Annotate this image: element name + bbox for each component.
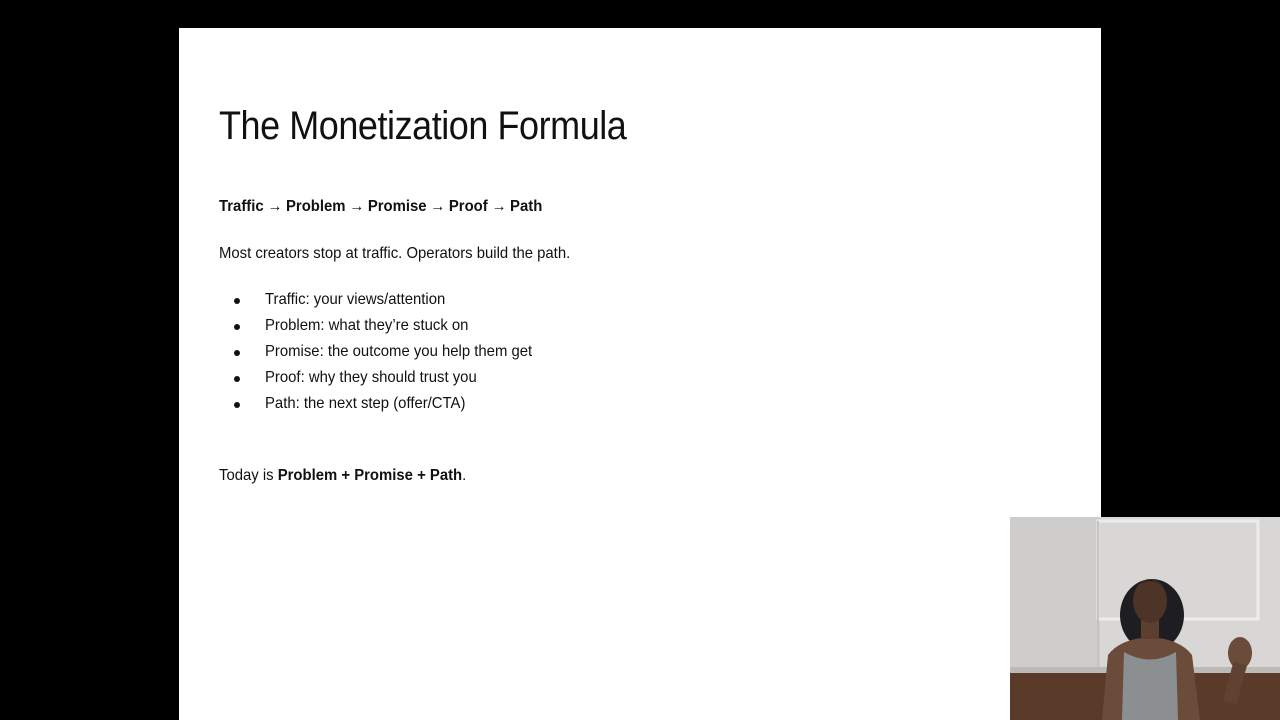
formula-step-proof: Proof xyxy=(448,198,488,215)
today-suffix: . xyxy=(462,467,467,484)
formula-line xyxy=(219,198,542,216)
arrow-icon: → xyxy=(430,198,446,215)
bullet-icon xyxy=(234,350,240,356)
today-text xyxy=(219,467,466,485)
arrow-icon: → xyxy=(267,198,283,215)
today-prefix: Today is xyxy=(219,467,278,484)
bullet-icon xyxy=(234,324,240,330)
slide xyxy=(179,28,1101,720)
list-item-text: Promise: the outcome you help them get xyxy=(265,343,533,360)
formula-step-problem: Problem xyxy=(285,198,346,215)
list-item-text: Proof: why they should trust you xyxy=(265,369,477,386)
webcam-overlay xyxy=(1010,517,1280,720)
bullet-icon xyxy=(234,376,240,382)
bullet-icon xyxy=(234,402,240,408)
arrow-icon: → xyxy=(491,198,507,215)
bullet-icon xyxy=(234,298,240,304)
intro-text: Most creators stop at traffic. Operators build the path. xyxy=(219,245,571,262)
slide-title: The Monetization Formula xyxy=(219,104,627,148)
arrow-icon: → xyxy=(349,198,365,215)
list-item-text: Problem: what they’re stuck on xyxy=(265,317,469,334)
formula-step-path: Path xyxy=(510,198,543,215)
webcam-presenter-image xyxy=(1010,517,1280,720)
list-item-text: Path: the next step (offer/CTA) xyxy=(265,395,466,412)
formula-step-traffic: Traffic xyxy=(219,198,264,215)
list-item-text: Traffic: your views/attention xyxy=(265,291,446,308)
formula-step-promise: Promise xyxy=(367,198,427,215)
today-bold: Problem + Promise + Path xyxy=(277,467,463,484)
